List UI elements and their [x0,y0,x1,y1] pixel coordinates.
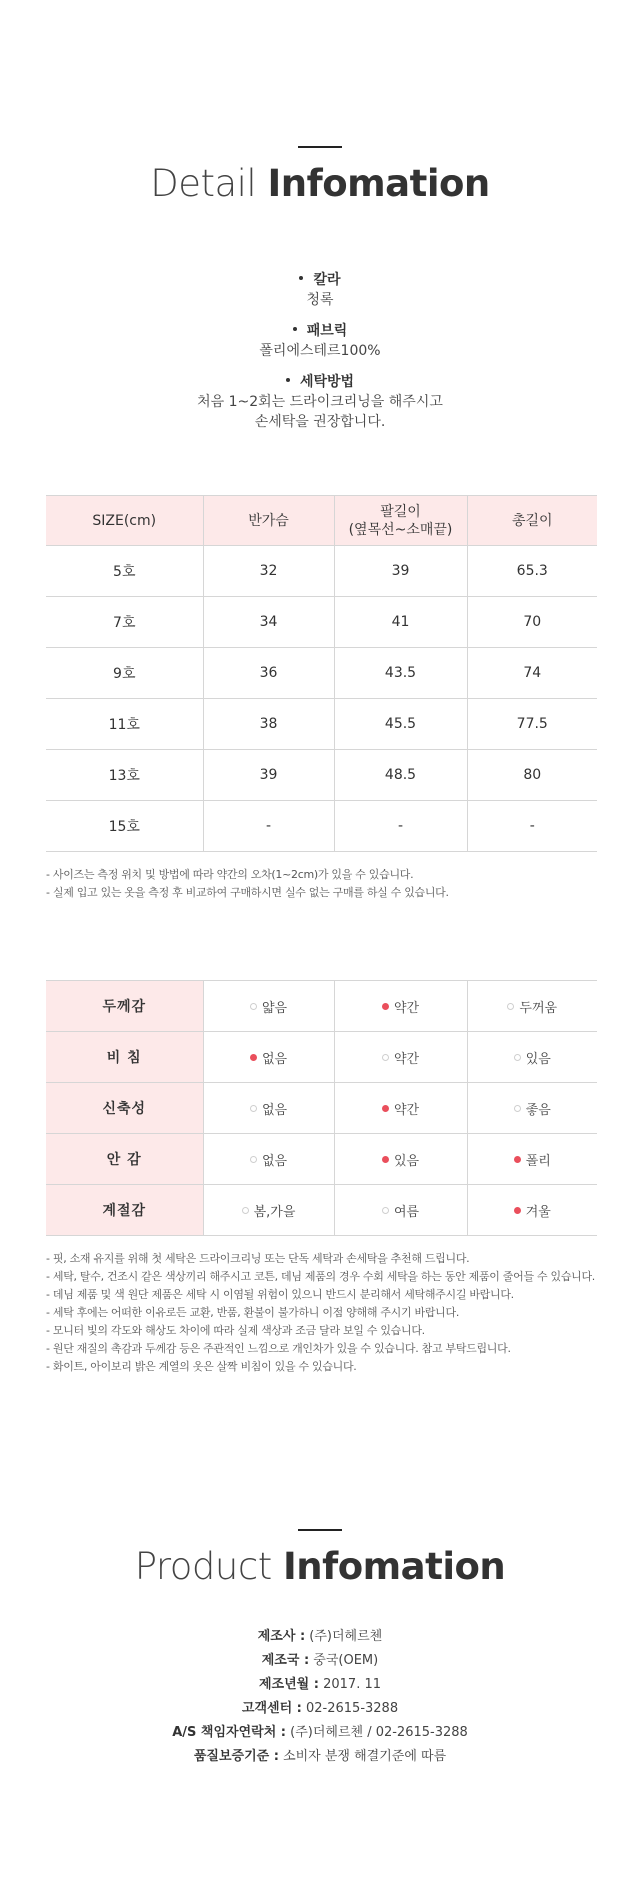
info-washing [0,372,640,432]
product-info-line: 고객센터 : 02-2615-3288 [241,1701,399,1716]
table-row: 11호 38 45.5 77.5 [46,699,597,750]
product-title [0,1529,640,1589]
bullet-icon [299,276,303,280]
table-row: 7호 34 41 70 [46,597,597,648]
info-color [0,270,640,310]
feature-label: 신축성 [46,1083,203,1134]
size-notes [46,866,606,902]
radio-off-icon [514,1054,521,1061]
note-line: - 사이즈는 측정 위치 및 방법에 따라 약간의 오차(1~2cm)가 있을 수 있습니다. [46,868,414,881]
feature-label: 계절감 [46,1185,203,1236]
basic-info [0,270,640,443]
note-line: - 화이트, 아이보리 밝은 계열의 옷은 살짝 비침이 있을 수 있습니다. [46,1360,357,1373]
radio-off-icon [514,1105,521,1112]
product-info-line: 제조사 : (주)더헤르첸 [257,1629,383,1644]
info-value: 청록 [306,292,334,308]
radio-on-icon [250,1054,257,1061]
radio-on-icon [382,1003,389,1010]
info-fabric [0,321,640,361]
info-value: 처음 1~2회는 드라이크리닝을 해주시고 [197,394,443,410]
note-line: - 모니터 빛의 각도와 해상도 차이에 따라 실제 색상과 조금 달라 보일 수 있습니다. [46,1324,425,1337]
table-row: 9호 36 43.5 74 [46,648,597,699]
info-label: 세탁방법 [299,374,355,390]
radio-off-icon [250,1003,257,1010]
feature-label: 안 감 [46,1134,203,1185]
header-cell: 반가슴 [203,496,334,546]
feature-label: 비 침 [46,1032,203,1083]
product-info-line: A/S 책임자연락처 : (주)더헤르첸 / 02-2615-3288 [172,1725,468,1740]
table-row: 15호 - - - [46,801,597,852]
radio-on-icon [514,1156,521,1163]
radio-on-icon [514,1207,521,1214]
bullet-icon [286,378,290,382]
note-line: - 실제 입고 있는 옷을 측정 후 비교하여 구매하시면 실수 없는 구매를 하실 수 있습니다. [46,886,449,899]
radio-off-icon [250,1156,257,1163]
feature-label: 두께감 [46,981,203,1032]
title-divider [298,1529,342,1531]
note-line: - 데님 제품 및 색 원단 제품은 세탁 시 이염될 위험이 있으니 반드시 분리해서 세탁해주시길 바랍니다. [46,1288,514,1301]
info-label: 칼라 [313,272,341,288]
product-title-light: Product [134,1545,272,1588]
bullet-icon [293,327,297,331]
size-table [46,495,597,852]
feature-row-thickness: 두께감 얇음 약간 두꺼움 [46,981,597,1032]
note-line: - 세탁 후에는 어떠한 이유로든 교환, 반품, 환불이 불가하니 이점 양해해 주시기 바랍니다. [46,1306,460,1319]
radio-off-icon [382,1054,389,1061]
detail-title-light: Detail [150,162,257,205]
detail-title-bold: Infomation [267,162,490,205]
product-info [0,1625,640,1769]
product-info-line: 제조년월 : 2017. 11 [259,1677,381,1692]
product-title-bold: Infomation [282,1545,506,1588]
info-label: 패브릭 [306,323,348,339]
feature-row-sheer: 비 침 없음 약간 있음 [46,1032,597,1083]
radio-off-icon [507,1003,514,1010]
table-row: 5호 32 39 65.3 [46,546,597,597]
note-line: - 세탁, 탈수, 건조시 같은 색상끼리 해주시고 코튼, 데님 제품의 경우 수회 세탁을 하는 동안 제품이 줄어들 수 있습니다. [46,1270,595,1283]
product-info-line: 품질보증기준 : 소비자 분쟁 해결기준에 따름 [193,1749,447,1764]
feature-notes [46,1250,606,1376]
detail-title [0,146,640,206]
feature-row-stretch: 신축성 없음 약간 좋음 [46,1083,597,1134]
size-table-header [46,496,597,546]
radio-off-icon [242,1207,249,1214]
detail-title-text [0,162,640,206]
table-row: 13호 39 48.5 80 [46,750,597,801]
product-info-line: 제조국 : 중국(OEM) [261,1653,379,1668]
radio-on-icon [382,1105,389,1112]
note-line: - 원단 재질의 촉감과 두께감 등은 주관적인 느낌으로 개인차가 있을 수 있습니다. 참고 부탁드립니다. [46,1342,511,1355]
title-divider [298,146,342,148]
radio-off-icon [382,1207,389,1214]
product-title-text [0,1545,640,1589]
feature-row-lining: 안 감 없음 있음 폴리 [46,1134,597,1185]
feature-row-season: 계절감 봄,가을 여름 겨울 [46,1185,597,1236]
header-cell: 팔길이 (옆목선~소매끝) [334,496,467,546]
radio-on-icon [382,1156,389,1163]
radio-off-icon [250,1105,257,1112]
header-cell: 총길이 [467,496,597,546]
feature-table [46,980,597,1236]
header-cell: SIZE(cm) [46,496,203,546]
info-value: 손세탁을 권장합니다. [254,414,386,430]
info-value: 폴리에스테르100% [259,343,381,359]
note-line: - 핏, 소재 유지를 위해 첫 세탁은 드라이크리닝 또는 단독 세탁과 손세탁을 추천해 드립니다. [46,1252,470,1265]
